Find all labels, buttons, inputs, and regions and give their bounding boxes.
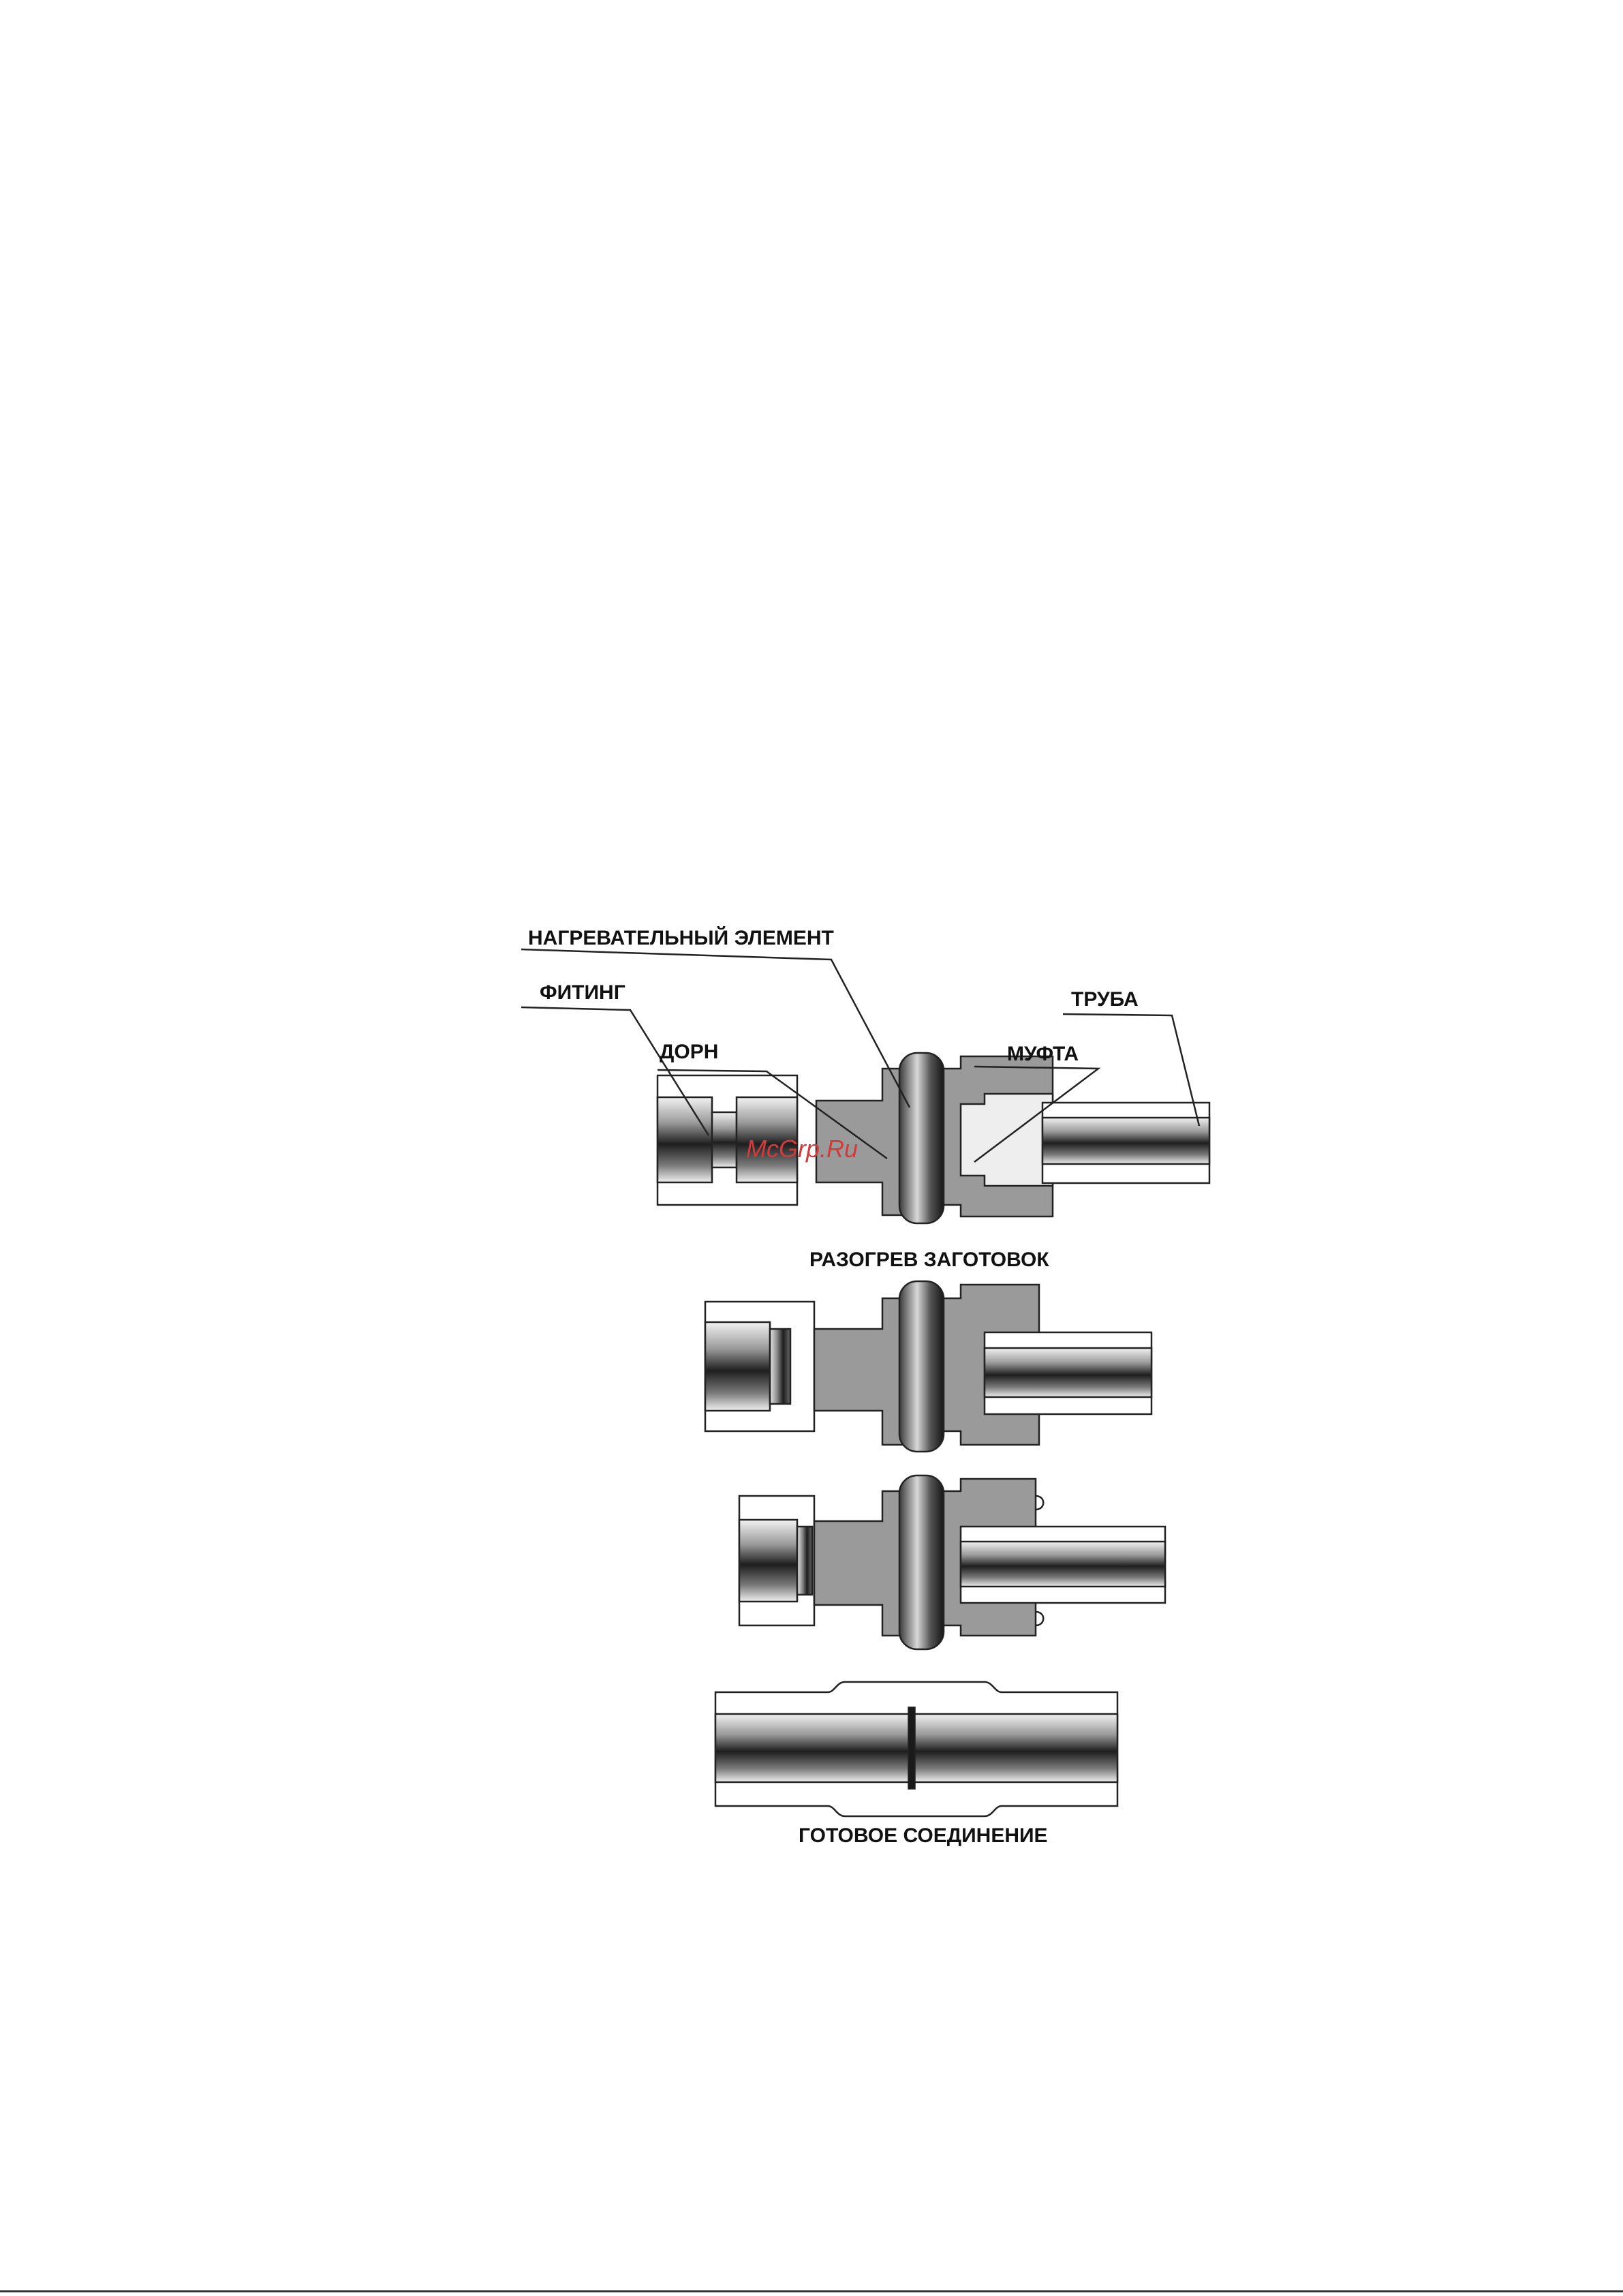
label-pipe: ТРУБА [1071,988,1139,1011]
label-fitting: ФИТИНГ [540,981,625,1004]
stage-removal [739,1475,1165,1649]
caption-finished: ГОТОВОЕ СОЕДИНЕНИЕ [799,1824,1048,1847]
label-sleeve: МУФТА [1007,1043,1079,1065]
caption-heating: РАЗОГРЕВ ЗАГОТОВОК [809,1249,1049,1271]
stage-exploded [658,1053,1209,1223]
label-mandrel: ДОРН [660,1041,719,1063]
stage-heating [705,1281,1151,1452]
stage-finished [715,1682,1117,1816]
watermark-text: McGrp.Ru [746,1135,859,1163]
label-heating-element: НАГРЕВАТЕЛЬНЫЙ ЭЛЕМЕНТ [528,927,834,949]
heating-element-disc [899,1053,944,1223]
pipe-part [1042,1103,1209,1183]
